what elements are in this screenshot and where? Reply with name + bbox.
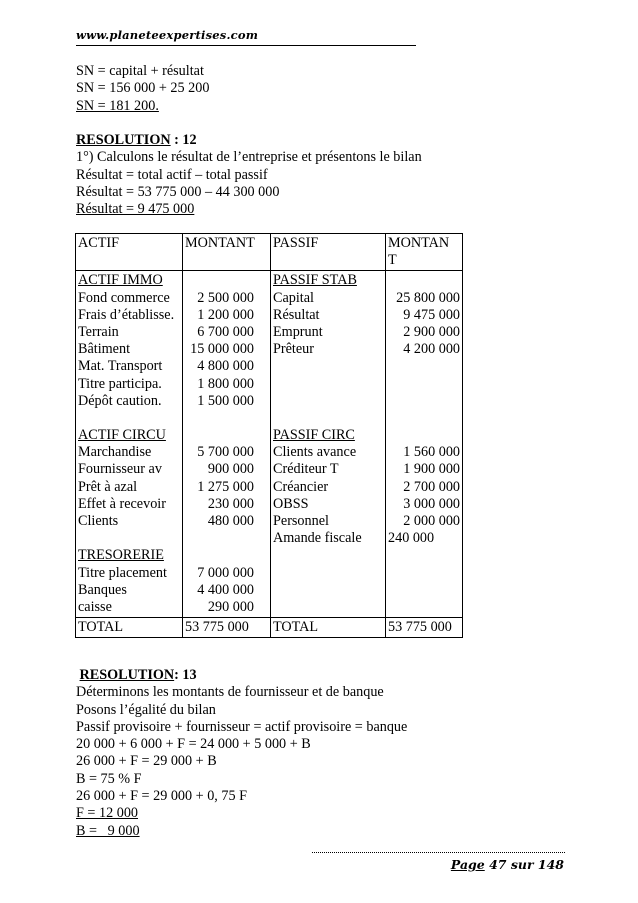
table-cell: 1 560 000 [403,444,460,461]
table-cell: 230 000 [207,495,254,512]
table-cell: 900 000 [207,461,254,478]
table-cell: Prêteur [273,341,314,358]
montant-column [183,271,271,618]
table-cell [273,547,383,564]
res12-line: Résultat = total actif – total passif [76,166,268,183]
table-cell: Fournisseur av [78,461,162,478]
table-cell: 2 500 000 [197,289,254,306]
table-cell [388,376,460,393]
table-cell: Emprunt [273,323,323,340]
table-cell: 1 500 000 [197,392,254,409]
footer-rule [312,852,565,853]
table-cell [388,410,460,427]
page-footer [436,857,564,872]
table-cell: Personnel [273,513,329,530]
table-cell: ACTIF IMMO [78,272,163,289]
table-cell [388,599,460,616]
table-cell [273,358,383,375]
sn-line: SN = 156 000 + 25 200 [76,80,210,97]
passif-column [271,271,386,618]
table-cell [388,393,460,410]
res13-line: F = 12 000 [76,805,139,822]
table-cell: 4 200 000 [403,341,460,358]
actif-column [76,271,183,618]
table-cell [185,427,268,444]
table-cell: 2 900 000 [403,323,460,340]
table-cell: 4 400 000 [197,581,254,598]
table-cell [185,547,268,564]
table-cell: 1 900 000 [403,461,460,478]
table-cell: 9 475 000 [403,306,460,323]
table-cell: caisse [78,598,112,615]
table-cell: 5 700 000 [197,444,254,461]
table-cell: Créancier [273,478,329,495]
table-cell [185,530,268,547]
table-cell: Frais d’établisse. [78,306,175,323]
table-cell: ACTIF CIRCU [78,427,166,444]
table-cell: Créditeur T [273,461,339,478]
total-actif-value: 53 775 000 [183,618,271,638]
table-cell: Bâtiment [78,341,131,358]
table-cell: 1 275 000 [197,478,254,495]
table-cell: 480 000 [207,513,254,530]
total-passif-value: 53 775 000 [386,618,463,638]
table-cell: 2 700 000 [403,478,460,495]
table-cell [273,393,383,410]
res13-line: Déterminons les montants de fournisseur et de banque [76,684,384,701]
table-cell [388,565,460,582]
table-cell: 1 200 000 [197,306,254,323]
table-cell: 3 000 000 [403,495,460,512]
table-cell [185,272,268,289]
table-cell: Clients avance [273,444,357,461]
res13-line: B = 9 000 [76,822,140,839]
table-cell: TRESORERIE [78,547,164,564]
res13-line: Passif provisoire + fournisseur = actif provisoire = banque [76,718,408,735]
table-cell [273,410,383,427]
resolution-12-heading: RESOLUTION : 12 [76,132,197,148]
table-cell: Clients [78,513,119,530]
res13-line: Posons l’égalité du bilan [76,701,216,718]
res12-line: Résultat = 9 475 000 [76,201,195,218]
res13-line: 20 000 + 6 000 + F = 24 000 + 5 000 + B [76,736,311,753]
sn-line: SN = 181 200. [76,97,159,114]
table-cell: Marchandise [78,444,152,461]
table-cell: Dépôt caution. [78,392,162,409]
table-cell [388,358,460,375]
table-cell: Mat. Transport [78,358,163,375]
table-cell: Capital [273,289,314,306]
table-cell: 2 000 000 [403,513,460,530]
total-passif-label: TOTAL [271,618,386,638]
table-cell [273,582,383,599]
table-cell [273,376,383,393]
resolution-13-heading: RESOLUTION: 13 [79,667,197,683]
header-passif: PASSIF [271,234,386,271]
header-montant: MONTANT [183,234,271,271]
table-cell: 15 000 000 [190,341,254,358]
total-actif-label: TOTAL [76,618,183,638]
table-cell: 1 800 000 [197,375,254,392]
table-cell [388,547,460,564]
table-cell [185,410,268,427]
table-cell: PASSIF CIRC [273,427,355,444]
table-cell [273,565,383,582]
table-cell: 6 700 000 [197,323,254,340]
resolution-12 [76,132,422,218]
res13-line: 26 000 + F = 29 000 + 0, 75 F [76,788,248,805]
table-cell: PASSIF STAB [273,272,357,289]
table-cell [78,410,180,427]
table-cell [388,272,460,289]
table-cell: Prêt à azal [78,478,138,495]
table-cell: 4 800 000 [197,358,254,375]
table-cell: Fond commerce [78,289,170,306]
header-montant-2: MONTAN T [386,234,463,271]
resolution-13 [76,667,407,840]
table-cell: Titre placement [78,564,167,581]
table-cell: Effet à recevoir [78,495,166,512]
page-number: 47 sur 148 [484,857,564,872]
table-cell: Terrain [78,323,119,340]
table-total-row [76,618,463,638]
res13-line: B = 75 % F [76,770,142,787]
montant-2-column [386,271,463,618]
table-cell: Titre participa. [78,375,162,392]
site-url: www.planeteexpertises.com [76,28,259,42]
table-cell: Banques [78,581,127,598]
table-cell: Amande fiscale [273,530,362,547]
site-header [76,28,416,46]
page-label: Page [450,857,485,872]
header-actif: ACTIF [76,234,183,271]
table-cell [388,427,460,444]
sn-block [76,63,209,115]
table-cell [273,599,383,616]
res12-line: Résultat = 53 775 000 – 44 300 000 [76,183,280,200]
res12-line: 1°) Calculons le résultat de l’entreprise et présentons le bilan [76,149,422,166]
table-cell: 240 000 [388,530,435,547]
table-cell: OBSS [273,495,309,512]
table-cell: 7 000 000 [197,564,254,581]
res13-line: 26 000 + F = 29 000 + B [76,753,217,770]
table-cell: 25 800 000 [396,289,460,306]
sn-line: SN = capital + résultat [76,63,204,79]
table-cell: 290 000 [207,598,254,615]
table-cell [78,530,180,547]
table-body-row [76,271,463,618]
table-cell [388,582,460,599]
table-header-row [76,234,463,271]
table-cell: Résultat [273,306,320,323]
balance-sheet-table [75,233,463,638]
